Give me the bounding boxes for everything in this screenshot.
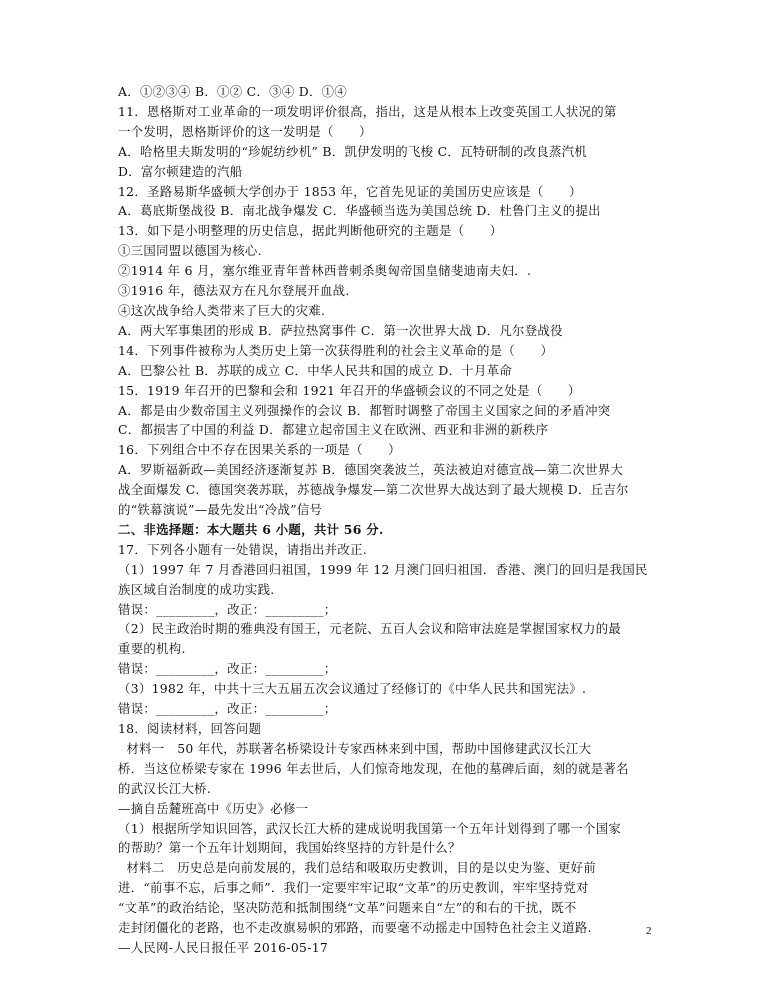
text-line: 战全面爆发 C．德国突袭苏联，苏德战争爆发—第二次世界大战达到了最大规模 D．丘吉尔 bbox=[118, 482, 629, 498]
text-line: 11．恩格斯对工业革命的一项发明评价很高，指出，这是从根本上改变英国工人状况的第 bbox=[118, 103, 617, 119]
text-line: 族区域自治制度的成功实践. bbox=[118, 581, 275, 597]
text-line: 一个发明，恩格斯评价的这一发明是（ ） bbox=[118, 123, 372, 139]
text-line: 15．1919 年召开的巴黎和会和 1921 年召开的华盛顿会议的不同之处是（ ） bbox=[118, 382, 581, 398]
text-line: ④这次战争给人类带来了巨大的灾难. bbox=[118, 302, 326, 318]
text-line: 材料一 50 年代，苏联著名桥梁设计专家西林来到中国，帮助中国修建武汉长江大 bbox=[118, 740, 592, 756]
text-line: 桥．当这位桥梁专家在 1996 年去世后，人们惊奇地发现，在他的墓碑后面，刻的就是著名 bbox=[118, 760, 629, 776]
text-line: 重要的机构. bbox=[118, 641, 186, 657]
text-line: —摘自岳麓班高中《历史》必修一 bbox=[118, 800, 309, 816]
text-line: —人民网-人民日报任平 2016-05-17 bbox=[118, 939, 329, 955]
text-line: “文革”的政治结论，坚决防范和抵制围绕“文革”问题来自“左”的和右的干扰，既不 bbox=[118, 900, 577, 916]
text-line: A．巴黎公社 B．苏联的成立 C．中华人民共和国的成立 D．十月革命 bbox=[118, 362, 513, 378]
text-line: （1）1997 年 7 月香港回归祖国，1999 年 12 月澳门回归祖国．香港、澳门的回归是我国民 bbox=[118, 561, 648, 577]
text-line: 的武汉长江大桥. bbox=[118, 780, 212, 796]
text-line: A．都是由少数帝国主义列强操作的会议 B．都暂时调整了帝国主义国家之间的矛盾冲突 bbox=[118, 402, 611, 418]
text-line: （2）民主政治时期的雅典没有国王，元老院、五百人会议和陪审法庭是掌握国家权力的最 bbox=[118, 621, 622, 637]
text-line: 13．如下是小明整理的历史信息，据此判断他研究的主题是（ ） bbox=[118, 223, 503, 239]
text-line: A．两大军事集团的形成 B．萨拉热窝事件 C．第一次世界大战 D．凡尔登战役 bbox=[118, 322, 563, 338]
page-number: 2 bbox=[646, 925, 652, 937]
text-line: 进．“前事不忘，后事之师”．我们一定要牢牢记取“文革”的历史教训，牢牢坚持党对 bbox=[118, 880, 589, 896]
text-line: 错误：_________，改正：_________； bbox=[118, 601, 337, 617]
text-line: ①三国同盟以德国为核心. bbox=[118, 243, 262, 259]
text-line: （1）根据所学知识回答，武汉长江大桥的建成说明我国第一个五年计划得到了哪一个国家 bbox=[118, 820, 622, 836]
text-line: A．①②③④ B．①② C．③④ D．①④ bbox=[118, 84, 348, 99]
text-line: A．哈格里夫斯发明的“珍妮纺纱机” B．凯伊发明的飞梭 C．瓦特研制的改良蒸汽机 bbox=[118, 143, 587, 159]
text-line: （3）1982 年，中共十三大五届五次会议通过了经修订的《中华人民共和国宪法》. bbox=[118, 681, 587, 697]
text-line: 18．阅读材料，回答问题 bbox=[118, 721, 262, 736]
text-line: ②1914 年 6 月，塞尔维亚青年普林西普刺杀奥匈帝国皇储斐迪南夫妇．. bbox=[118, 263, 532, 279]
text-line: 17．下列各小题有一处错误，请指出并改正. bbox=[118, 541, 368, 557]
text-line: 材料二 历史总是向前发展的，我们总结和吸取历史教训，目的是以史为鉴、更好前 bbox=[118, 860, 597, 876]
text-line: 16．下列组合中不存在因果关系的一项是（ ） bbox=[118, 442, 401, 458]
text-line: A．罗斯福新政—美国经济逐渐复苏 B．德国突袭波兰，英法被迫对德宣战—第二次世界大 bbox=[118, 462, 624, 478]
text-line: A．葛底斯堡战役 B．南北战争爆发 C．华盛顿当选为美国总统 D．杜鲁门主义的提出 bbox=[118, 203, 601, 219]
text-line: D．富尔顿建造的汽船 bbox=[118, 163, 243, 179]
text-line: 12．圣路易斯华盛顿大学创办于 1853 年，它首先见证的美国历史应该是（ ） bbox=[118, 183, 582, 199]
text-line: 14．下列事件被称为人类历史上第一次获得胜利的社会主义革命的是（ ） bbox=[118, 342, 554, 358]
text-line: 错误：_________，改正：_________； bbox=[118, 661, 337, 677]
section-heading: 二、非选择题：本大题共 6 小题，共计 56 分. bbox=[118, 521, 384, 537]
text-line: C．都损害了中国的利益 D．都建立起帝国主义在欧洲、西亚和非洲的新秩序 bbox=[118, 422, 549, 438]
text-line: 的帮助？第一个五年计划期间，我国始终坚持的方针是什么？ bbox=[118, 840, 461, 856]
document-body bbox=[118, 82, 663, 958]
text-line: 的“铁幕演说”—最先发出“冷战”信号 bbox=[118, 502, 323, 518]
text-line: ③1916 年，德法双方在凡尔登展开血战. bbox=[118, 283, 350, 299]
text-line: 走封闭僵化的老路，也不走改旗易帜的邪路，而要毫不动摇走中国特色社会主义道路. bbox=[118, 920, 592, 936]
text-line: 错误：_________，改正：_________； bbox=[118, 701, 337, 717]
